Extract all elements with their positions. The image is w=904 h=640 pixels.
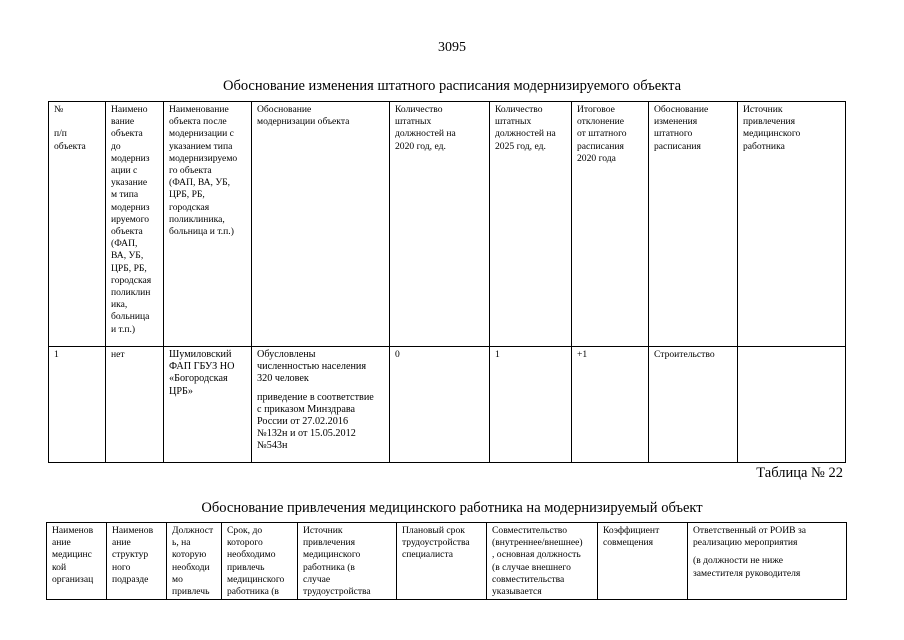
table2-title: Обоснование привлечения медицинского работника на модернизируемый объект — [201, 500, 703, 516]
t1-cell-change-reason: Строительство — [649, 347, 738, 463]
table1-header-row — [49, 102, 846, 347]
t2-header-cell: Совместительство (внутреннее/внешнее) , основная должность (в случае внешнего совместительства указывается — [487, 523, 598, 600]
t2-header-cell: Источник привлечения медицинского работника (в случае трудоустройства — [298, 523, 397, 600]
t1-header-cell: Количество штатных должностей на 2025 год, ед. — [490, 102, 572, 347]
t1-cell-staff-2025: 1 — [490, 347, 572, 463]
t1-header-cell: Обоснование модернизации объекта — [252, 102, 390, 347]
t1-cell-justification — [252, 347, 390, 463]
t1-cell-staff-2020: 0 — [390, 347, 490, 463]
responsible-text-2: (в должности не ниже заместителя руководителя — [693, 555, 801, 579]
worker-recruitment-table — [46, 522, 847, 600]
table-number-label: Таблица № 22 — [756, 465, 843, 481]
t1-header-cell: Источник привлечения медицинского работника — [738, 102, 846, 347]
t2-header-cell: Коэффициент совмещения — [598, 523, 688, 600]
table-row — [49, 347, 846, 463]
t1-header-cell: Количество штатных должностей на 2020 год, ед. — [390, 102, 490, 347]
responsible-text-1: Ответственный от РОИВ за реализацию мероприятия — [693, 525, 807, 549]
t1-cell-source — [738, 347, 846, 463]
page-number: 3095 — [438, 40, 466, 55]
staffing-change-table — [48, 101, 846, 463]
t2-header-cell: Плановый срок трудоустройства специалиста — [397, 523, 487, 600]
table1-title: Обоснование изменения штатного расписания модернизируемого объекта — [222, 78, 682, 94]
justification-text-1: Обусловлены численностью населения 320 человек — [257, 349, 367, 385]
t2-header-cell: Наименов ание медицинс кой организац — [47, 523, 107, 600]
t1-header-cell: Обоснование изменения штатного расписания — [649, 102, 738, 347]
justification-text-2: приведение в соответствие с приказом Минздрава России от 27.02.2016 №132н и от 15.05.2012 №543н — [257, 391, 374, 452]
t1-header-cell: Итоговое отклонение от штатного расписания 2020 года — [572, 102, 649, 347]
t2-header-cell: Срок, до которого необходимо привлечь медицинского работника (в — [222, 523, 298, 600]
table2-header-row — [47, 523, 847, 600]
t2-header-cell-responsible — [688, 523, 847, 600]
t1-header-cell: № п/п объекта — [49, 102, 106, 347]
t1-header-cell: Наимено вание объекта до модерниз ации с указание м типа модерниз ируемого объекта (ФАП, ВА, УБ, ЦРБ, РБ, городская поликлин ика, больница и т.п.) — [106, 102, 164, 347]
t1-header-cell: Наименование объекта после модернизации с указанием типа модернизируемо го объекта (ФАП, ВА, УБ, ЦРБ, РБ, городская поликлиника, больница и т.п.) — [164, 102, 252, 347]
t1-cell-after: Шумиловский ФАП ГБУЗ НО «Богородская ЦРБ» — [164, 347, 252, 463]
t1-cell-before: нет — [106, 347, 164, 463]
t1-cell-num: 1 — [49, 347, 106, 463]
t2-header-cell: Наименов ание структур ного подразде — [107, 523, 167, 600]
t1-cell-deviation: +1 — [572, 347, 649, 463]
t2-header-cell: Должност ь, на которую необходи мо привлечь — [167, 523, 222, 600]
